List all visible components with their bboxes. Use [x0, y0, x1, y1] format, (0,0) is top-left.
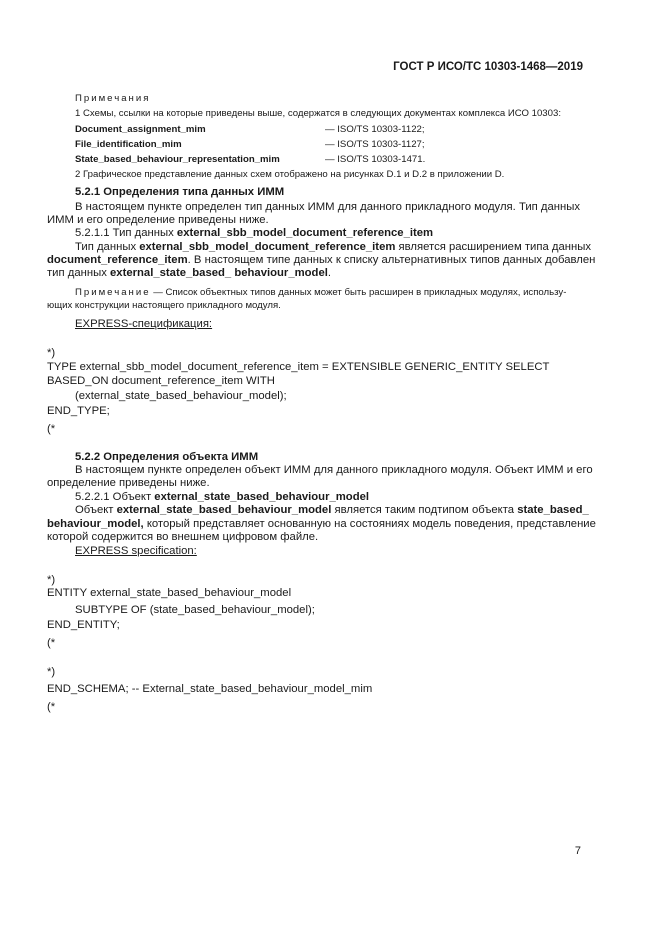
section-5-2-2-para-line: определение приведены ниже.	[47, 477, 210, 489]
note-text: — Список объектных типов данных может быть расширен в прикладных модулях, использу-	[150, 287, 567, 298]
text-run: .	[327, 267, 332, 279]
code-line: (*	[47, 701, 56, 713]
text-run: который представляет основанную на состояниях модель поведения, представление	[143, 518, 596, 530]
subsection-5-2-2-1-heading	[75, 491, 369, 504]
section-5-2-1-heading: 5.2.1 Определения типа данных ИММ	[75, 186, 285, 198]
note-1: 1 Схемы, ссылки на которые приведены выше, содержатся в следующих документах комплекса ИСО 10303:	[75, 108, 561, 119]
note-line	[75, 286, 566, 300]
section-5-2-2-para-line: В настоящем пункте определен объект ИММ для данного прикладного модуля. Объект ИММ и его	[75, 464, 593, 476]
schema-ref-name: File_identification_mim	[75, 139, 182, 150]
type-name: external_sbb_model_document_reference_item	[176, 227, 434, 239]
schema-ref-name: Document_assignment_mim	[75, 124, 206, 135]
text-run: является таким подтипом объекта	[331, 504, 518, 516]
entity-description-line	[47, 518, 596, 531]
schema-ref-doc: — ISO/TS 10303-1471.	[325, 154, 426, 165]
code-line: ENTITY external_state_based_behaviour_model	[47, 587, 292, 599]
schema-ref-doc: — ISO/TS 10303-1122;	[325, 124, 425, 135]
code-line: END_TYPE;	[47, 405, 110, 417]
code-line: (*	[47, 423, 56, 435]
section-5-2-1-para-line: ИММ и его определение приведены ниже.	[47, 214, 269, 226]
notes-title: Примечания	[75, 93, 151, 104]
type-name: external_sbb_model_document_reference_item	[139, 241, 396, 253]
code-line: SUBTYPE OF (state_based_behaviour_model);	[75, 604, 315, 616]
express-spec-label: EXPRESS specification:	[75, 545, 197, 557]
entity-description-line: которой содержится во внешнем цифровом файле.	[47, 531, 319, 543]
code-line: TYPE external_sbb_model_document_reference_item = EXTENSIBLE GENERIC_ENTITY SELECT	[47, 361, 550, 373]
entity-name: state_based_	[517, 504, 589, 516]
type-description-line	[47, 267, 331, 280]
code-line: BASED_ON document_reference_item WITH	[47, 375, 275, 387]
code-line: END_ENTITY;	[47, 619, 120, 631]
text-run: . В настоящем типе данных к списку альтернативных типов данных добавлен	[187, 254, 596, 266]
type-description-line	[75, 241, 591, 254]
note-line: ющих конструкции настоящего прикладного модуля.	[47, 300, 281, 311]
type-description-line	[47, 254, 595, 267]
subsection-prefix: 5.2.2.1 Объект	[75, 491, 155, 503]
entity-description-line	[75, 504, 589, 517]
entity-name: external_state_based_behaviour_model	[154, 491, 370, 503]
express-spec-label: EXPRESS-спецификация:	[75, 318, 213, 330]
note-2: 2 Графическое представление данных схем отображено на рисунках D.1 и D.2 в приложении D.	[75, 169, 505, 180]
text-run: Объект	[75, 504, 117, 516]
type-name: external_state_based_ behaviour_model	[110, 267, 328, 279]
code-line: END_SCHEMA; -- External_state_based_behaviour_model_mim	[47, 683, 373, 695]
document-code-header: ГОСТ Р ИСО/ТС 10303-1468—2019	[393, 61, 583, 73]
code-line: *)	[47, 347, 56, 359]
section-5-2-2-heading: 5.2.2 Определения объекта ИММ	[75, 451, 259, 463]
text-run: тип данных	[47, 267, 110, 279]
subsection-prefix: 5.2.1.1 Тип данных	[75, 227, 177, 239]
note-label: Примечание	[75, 287, 151, 298]
code-line: (*	[47, 637, 56, 649]
text-run: Тип данных	[75, 241, 140, 253]
entity-name: behaviour_model,	[47, 518, 144, 530]
type-name: document_reference_item	[47, 254, 188, 266]
code-line: *)	[47, 574, 56, 586]
entity-name: external_state_based_behaviour_model	[116, 504, 332, 516]
subsection-5-2-1-1-heading	[75, 227, 433, 240]
text-run: является расширением типа данных	[395, 241, 592, 253]
section-5-2-1-para-line: В настоящем пункте определен тип данных ИММ для данного прикладного модуля. Тип данных	[75, 201, 581, 213]
code-line: (external_state_based_behaviour_model);	[75, 390, 287, 402]
page-number: 7	[574, 845, 581, 857]
schema-ref-doc: — ISO/TS 10303-1127;	[325, 139, 425, 150]
schema-ref-name: State_based_behaviour_representation_mim	[75, 154, 280, 165]
code-line: *)	[47, 666, 56, 678]
